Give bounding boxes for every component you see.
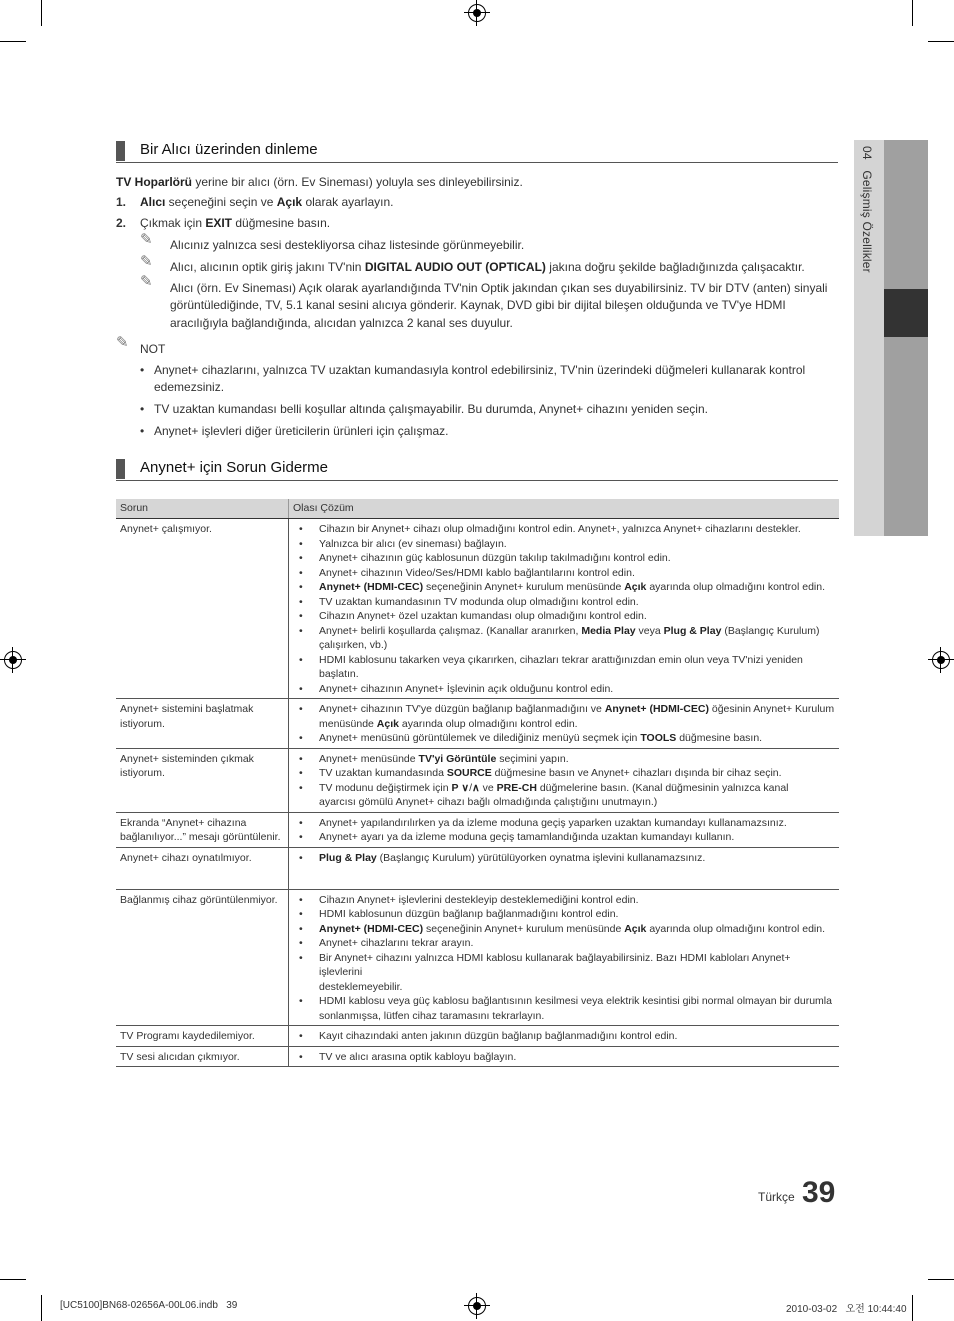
heading-bar (116, 459, 125, 479)
not-bullet-1-line: Anynet+ cihazlarını, yalnızca TV uzaktan kumandasıyla kontrol edebilirsiniz, TV'nin üzerindeki düğmeleri kullanarak kontrol (154, 363, 806, 377)
page-language: Türkçe (758, 1190, 795, 1204)
solution-cell (289, 1026, 840, 1047)
problem-cell: Anynet+ cihazı oynatılmıyor. (116, 847, 289, 889)
side-tab-label (860, 146, 874, 273)
solution-item: • HDMI kablosu veya güç kablosu bağlantısının kesilmesi veya elektrik kesintisi gibi normal olmayan bir durumla sonlanmışsa, lütfen cihaz taramasını tekrarlayın. (293, 994, 835, 1023)
section-heading-receiver (116, 140, 838, 163)
solution-item: • Bir Anynet+ cihazını yalnızca HDMI kablosu kullanarak bağlayabilirsiniz. Bazı HDMI kabloları Anynet+ işlevlerini desteklemeyebilir. (293, 951, 835, 995)
solution-item: • HDMI kablosunu takarken veya çıkarırken, cihazları tekrar arattığınızdan emin olun veya TV'nizi yeniden başlatın. (293, 653, 835, 682)
solution-item: • Anynet+ cihazının güç kablosunun düzgün takılıp takılmadığını kontrol edin. (293, 551, 835, 566)
problem-cell: Anynet+ çalışmıyor. (116, 519, 289, 699)
solution-item: • Anynet+ (HDMI-CEC) seçeneğinin Anynet+ kurulum menüsünde Açık ayarında olup olmadığını kontrol edin. (293, 922, 835, 937)
table-row (116, 1026, 839, 1047)
solution-item: • Cihazın Anynet+ özel uzaktan kumandası olup olmadığını kontrol edin. (293, 609, 835, 624)
registration-mark-icon (468, 1297, 486, 1315)
solution-cell (289, 699, 840, 749)
solution-item: • Plug & Play (Başlangıç Kurulum) yürütülüyorken oynatma işlevini kullanamazsınız. (293, 851, 835, 866)
not-bullet-1-line: edemezsiniz. (154, 380, 225, 394)
table-row (116, 889, 839, 1026)
table-row (116, 812, 839, 847)
crop-mark (0, 41, 26, 42)
receiver-instructions: TV Hoparlörü yerine bir alıcı (örn. Ev Sineması) yoluyla ses dinleyebilirsiniz. 1. Alıcı seçeneğini seçin ve Açık olarak ayarlayın. 2. Çıkmak için EXIT düğmesine basın. ✎ Alıcınız yalnızca sesi destekliyorsa cihaz listesinde görünmeyebilir. ✎ Alıcı, alıcının optik giriş jakını TV'nin DIGITAL AUDIO OUT (OPTICAL) jakına doğru şekilde bağladığınızda çalışacaktır. ✎ Alıcı (örn. Ev Sineması) Açık olarak ayarlandığında TV'nin Optik jakından çıkan ses duyabilirsiniz. TV bir DTV (anten) sinyali görüntülediğinde, TV, 5.1 kanal sesini alıcıya gönderir. Kaynak, DVD gibi bir dijital bileşen olduğunda ve TV'ye HDMI aracılığıyla bağlandığında, alıcıdan yalnızca 2 kanal ses duyulur. ✎ NOT • Anynet+ cihazlarını, yalnızca TV uzaktan kumandasıyla kontrol edebilirsiniz, TV'nin üzerindeki düğmeleri kullanarak kontrol edemezsiniz. • TV uzaktan kumandası belli koşullar altında çalışmayabilir. Bu durumda, Anynet+ cihazını yeniden seçin. • Anynet+ işlevleri diğer üreticilerin ürünleri için çalışmaz. (116, 175, 828, 438)
solution-item: • Anynet+ cihazının Video/Ses/HDMI kablo bağlantılarını kontrol edin. (293, 566, 835, 581)
problem-cell: Bağlanmış cihaz görüntülenmiyor. (116, 889, 289, 1026)
note-pencil-icon: ✎ (140, 253, 153, 270)
solution-cell (289, 748, 840, 812)
not-bullet-3: Anynet+ işlevleri diğer üreticilerin ürünleri için çalışmaz. (154, 424, 449, 438)
solution-cell (289, 1046, 840, 1067)
bullet: • (140, 363, 145, 377)
note-pencil-icon: ✎ (140, 231, 153, 248)
table-row (116, 748, 839, 812)
note-3-line: aracılığıyla bağlandığında, alıcıdan yalnızca 2 kanal ses duyulur. (170, 316, 513, 330)
heading-bar (116, 141, 125, 161)
solution-item: • Anynet+ (HDMI-CEC) seçeneğinin Anynet+ kurulum menüsünde Açık ayarında olup olmadığını kontrol edin. (293, 580, 835, 595)
registration-mark-icon (468, 4, 486, 22)
solution-item: • Yalnızca bir alıcı (ev sineması) bağlayın. (293, 537, 835, 552)
crop-mark (0, 1279, 26, 1280)
registration-mark-icon (932, 651, 950, 669)
chapter-number: 04 (860, 146, 874, 160)
solution-item: • TV modunu değiştirmek için P ∨/∧ ve PRE-CH düğmelerine basın. (Kanal düğmesinin yalnızca kanal ayarcısı gömülü Anynet+ cihazı bağlı olmadığında çalıştığını unutmayın.) (293, 781, 835, 810)
footer-file-info: [UC5100]BN68-02656A-00L06.indb 39 (60, 1300, 238, 1311)
solution-cell (289, 889, 840, 1026)
side-tab-dark (884, 140, 928, 536)
table-row (116, 847, 839, 889)
crop-mark (928, 1279, 954, 1280)
column-header-solution: Olası Çözüm (289, 499, 840, 519)
troubleshooting-table (116, 499, 839, 1067)
solution-item: • HDMI kablosunun düzgün bağlanıp bağlanmadığını kontrol edin. (293, 907, 835, 922)
solution-item: • Anynet+ cihazının Anynet+ İşlevinin açık olduğunu kontrol edin. (293, 682, 835, 697)
registration-mark-icon (4, 651, 22, 669)
crop-mark (912, 0, 913, 26)
side-tab-active-marker (884, 289, 928, 337)
section-title: Bir Alıcı üzerinden dinleme (140, 141, 318, 158)
chapter-name: Gelişmiş Özellikler (860, 170, 874, 273)
solution-cell (289, 812, 840, 847)
note-3-line: görüntülediğinde, TV, 5.1 kanal sesini alıcıya gönderir. Kaynak, DVD gibi bir dijital bileşen olduğunda ve TV'ye HDMI (170, 298, 786, 312)
note-pencil-icon: ✎ (116, 334, 129, 351)
bullet: • (140, 424, 145, 438)
crop-mark (41, 0, 42, 26)
crop-mark (912, 1295, 913, 1321)
problem-cell: Anynet+ sisteminden çıkmak istiyorum. (116, 748, 289, 812)
footer-datetime: 2010-03-02 오전 10:44:40 (786, 1304, 907, 1315)
chapter-side-tab (854, 140, 928, 536)
section-title: Anynet+ için Sorun Giderme (140, 459, 329, 476)
solution-item: • Kayıt cihazındaki anten jakının düzgün bağlanıp bağlanmadığını kontrol edin. (293, 1029, 835, 1044)
solution-item: • Anynet+ menüsünü görüntülemek ve dilediğiniz menüyü seçmek için TOOLS düğmesine basın. (293, 731, 835, 746)
crop-mark (41, 1295, 42, 1321)
page-number: 39 (802, 1176, 836, 1209)
solution-item: • Anynet+ menüsünde TV'yi Görüntüle seçimini yapın. (293, 752, 835, 767)
note-3-line: Alıcı (örn. Ev Sineması) Açık olarak ayarlandığında TV'nin Optik jakından çıkan ses duyabilirsiniz. TV bir DTV (anten) sinyali (170, 281, 828, 295)
not-label: NOT (140, 342, 166, 356)
bullet: • (140, 402, 145, 416)
problem-cell: Ekranda “Anynet+ cihazına bağlanılıyor...” mesajı görüntülenir. (116, 812, 289, 847)
column-header-problem: Sorun (116, 499, 289, 519)
note-pencil-icon: ✎ (140, 273, 153, 290)
table-body (116, 519, 839, 1067)
solution-item: • TV uzaktan kumandasının TV modunda olup olmadığını kontrol edin. (293, 595, 835, 610)
note-1: Alıcınız yalnızca sesi destekliyorsa cihaz listesinde görünmeyebilir. (170, 238, 525, 252)
table-header-row (116, 499, 839, 519)
not-bullet-2: TV uzaktan kumandası belli koşullar altında çalışmayabilir. Bu durumda, Anynet+ cihazını yeniden seçin. (154, 402, 708, 416)
solution-item: • Anynet+ cihazlarını tekrar arayın. (293, 936, 835, 951)
table-row (116, 699, 839, 749)
solution-item: • Cihazın bir Anynet+ cihazı olup olmadığını kontrol edin. Anynet+, yalnızca Anynet+ cihazlarını destekler. (293, 522, 835, 537)
solution-item: • Anynet+ ayarı ya da izleme moduna geçiş tamamlandığında uzaktan kumandayı kullanın. (293, 830, 835, 845)
solution-item: • Anynet+ yapılandırılırken ya da izleme moduna geçiş yaparken uzaktan kumandayı kullanamazsınız. (293, 816, 835, 831)
solution-item: • Anynet+ cihazının TV'ye düzgün bağlanıp bağlanmadığını ve Anynet+ (HDMI-CEC) öğesinin Anynet+ Kurulum menüsünde Açık ayarında olup olmadığını kontrol edin. (293, 702, 835, 731)
solution-item: • Anynet+ belirli koşullarda çalışmaz. (Kanallar aranırken, Media Play veya Plug & Play (Başlangıç Kurulum) çalışırken, vb.) (293, 624, 835, 653)
problem-cell: TV sesi alıcıdan çıkmıyor. (116, 1046, 289, 1067)
solution-item: • Cihazın Anynet+ işlevlerini destekleyip desteklemediğini kontrol edin. (293, 893, 835, 908)
solution-item: • TV uzaktan kumandasında SOURCE düğmesine basın ve Anynet+ cihazları dışında bir cihaz seçin. (293, 766, 835, 781)
section-heading-troubleshooting (116, 458, 838, 481)
table-row (116, 1046, 839, 1067)
crop-mark (928, 41, 954, 42)
note-2: Alıcı, alıcının optik giriş jakını TV'nin DIGITAL AUDIO OUT (OPTICAL) jakına doğru şekilde bağladığınızda çalışacaktır. (170, 260, 805, 274)
problem-cell: Anynet+ sistemini başlatmak istiyorum. (116, 699, 289, 749)
solution-item: • TV ve alıcı arasına optik kabloyu bağlayın. (293, 1050, 835, 1065)
table-row (116, 519, 839, 699)
solution-cell (289, 847, 840, 889)
solution-cell (289, 519, 840, 699)
intro-text: TV Hoparlörü yerine bir alıcı (örn. Ev Sineması) yoluyla ses dinleyebilirsiniz. (116, 175, 523, 189)
problem-cell: TV Programı kaydedilemiyor. (116, 1026, 289, 1047)
